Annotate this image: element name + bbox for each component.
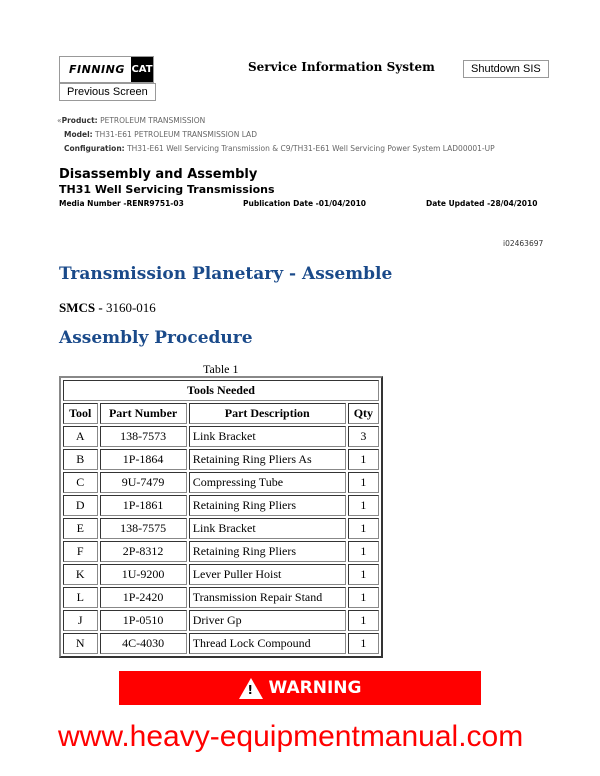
table-cell: 1P-2420 bbox=[100, 587, 187, 608]
table-cell: J bbox=[63, 610, 98, 631]
table-cell: N bbox=[63, 633, 98, 654]
table-caption: Table 1 bbox=[203, 362, 239, 376]
table-row bbox=[63, 472, 379, 493]
doc-subtitle: TH31 Well Servicing Transmissions bbox=[59, 183, 275, 196]
media-number: Media Number -RENR9751-03 bbox=[59, 199, 184, 208]
tools-table bbox=[59, 376, 383, 658]
table-cell: L bbox=[63, 587, 98, 608]
doc-title: Disassembly and Assembly bbox=[59, 167, 258, 182]
table-row bbox=[63, 449, 379, 470]
table-cell: 1 bbox=[348, 449, 379, 470]
table-row bbox=[63, 587, 379, 608]
warning-triangle-icon: ! bbox=[239, 678, 263, 699]
table-cell: 138-7573 bbox=[100, 426, 187, 447]
table-cell: A bbox=[63, 426, 98, 447]
watermark: www.heavy-equipmentmanual.com bbox=[58, 720, 524, 753]
table-cell: 138-7575 bbox=[100, 518, 187, 539]
section-heading: Assembly Procedure bbox=[59, 328, 253, 348]
table-cell: E bbox=[63, 518, 98, 539]
model-line: Model: TH31-E61 PETROLEUM TRANSMISSION LAD bbox=[64, 130, 257, 139]
smcs-code: SMCS - 3160-016 bbox=[59, 300, 156, 315]
table-row bbox=[63, 610, 379, 631]
table-cell: 1U-9200 bbox=[100, 564, 187, 585]
shutdown-sis-button[interactable]: Shutdown SIS bbox=[463, 60, 549, 78]
table-cell: 1P-1861 bbox=[100, 495, 187, 516]
table-row bbox=[63, 541, 379, 562]
table-row bbox=[63, 518, 379, 539]
table-cell: Retaining Ring Pliers bbox=[189, 495, 346, 516]
finning-cat-logo: FINNING CAT bbox=[59, 56, 154, 83]
table-cell: 1 bbox=[348, 564, 379, 585]
table-row bbox=[63, 495, 379, 516]
table-cell: Retaining Ring Pliers bbox=[189, 541, 346, 562]
table-cell: 1 bbox=[348, 472, 379, 493]
table-cell: Transmission Repair Stand bbox=[189, 587, 346, 608]
table-cell: 1 bbox=[348, 610, 379, 631]
table-cell: Thread Lock Compound bbox=[189, 633, 346, 654]
table-cell: K bbox=[63, 564, 98, 585]
configuration-line: Configuration: TH31-E61 Well Servicing Transmission & C9/TH31-E61 Well Servicing Power System LAD00001-UP bbox=[64, 144, 495, 153]
previous-screen-button[interactable]: Previous Screen bbox=[59, 83, 156, 101]
warning-banner: ! WARNING bbox=[119, 671, 481, 705]
table-cell: Compressing Tube bbox=[189, 472, 346, 493]
page-heading: Transmission Planetary - Assemble bbox=[59, 264, 393, 284]
table-row bbox=[63, 564, 379, 585]
table-cell: Lever Puller Hoist bbox=[189, 564, 346, 585]
table-title: Tools Needed bbox=[63, 380, 379, 401]
table-cell: 4C-4030 bbox=[100, 633, 187, 654]
table-cell: 1 bbox=[348, 633, 379, 654]
table-cell: 1P-1864 bbox=[100, 449, 187, 470]
table-cell: Link Bracket bbox=[189, 426, 346, 447]
document-id: i02463697 bbox=[503, 239, 544, 248]
table-cell: 3 bbox=[348, 426, 379, 447]
table-cell: B bbox=[63, 449, 98, 470]
table-cell: D bbox=[63, 495, 98, 516]
table-cell: 1 bbox=[348, 541, 379, 562]
table-cell: 9U-7479 bbox=[100, 472, 187, 493]
table-cell: 1P-0510 bbox=[100, 610, 187, 631]
col-qty: Qty bbox=[348, 403, 379, 424]
table-cell: 1 bbox=[348, 495, 379, 516]
publication-date: Publication Date -01/04/2010 bbox=[243, 199, 367, 208]
table-row bbox=[63, 426, 379, 447]
table-cell: Driver Gp bbox=[189, 610, 346, 631]
table-cell: C bbox=[63, 472, 98, 493]
table-cell: 1 bbox=[348, 518, 379, 539]
col-part-description: Part Description bbox=[189, 403, 346, 424]
table-cell: Retaining Ring Pliers As bbox=[189, 449, 346, 470]
col-tool: Tool bbox=[63, 403, 98, 424]
col-part-number: Part Number bbox=[100, 403, 187, 424]
table-row bbox=[63, 633, 379, 654]
product-line: «Product: PETROLEUM TRANSMISSION bbox=[57, 116, 206, 125]
table-cell: F bbox=[63, 541, 98, 562]
table-cell: 1 bbox=[348, 587, 379, 608]
app-title: Service Information System bbox=[248, 60, 435, 74]
date-updated: Date Updated -28/04/2010 bbox=[426, 199, 538, 208]
table-cell: Link Bracket bbox=[189, 518, 346, 539]
table-cell: 2P-8312 bbox=[100, 541, 187, 562]
